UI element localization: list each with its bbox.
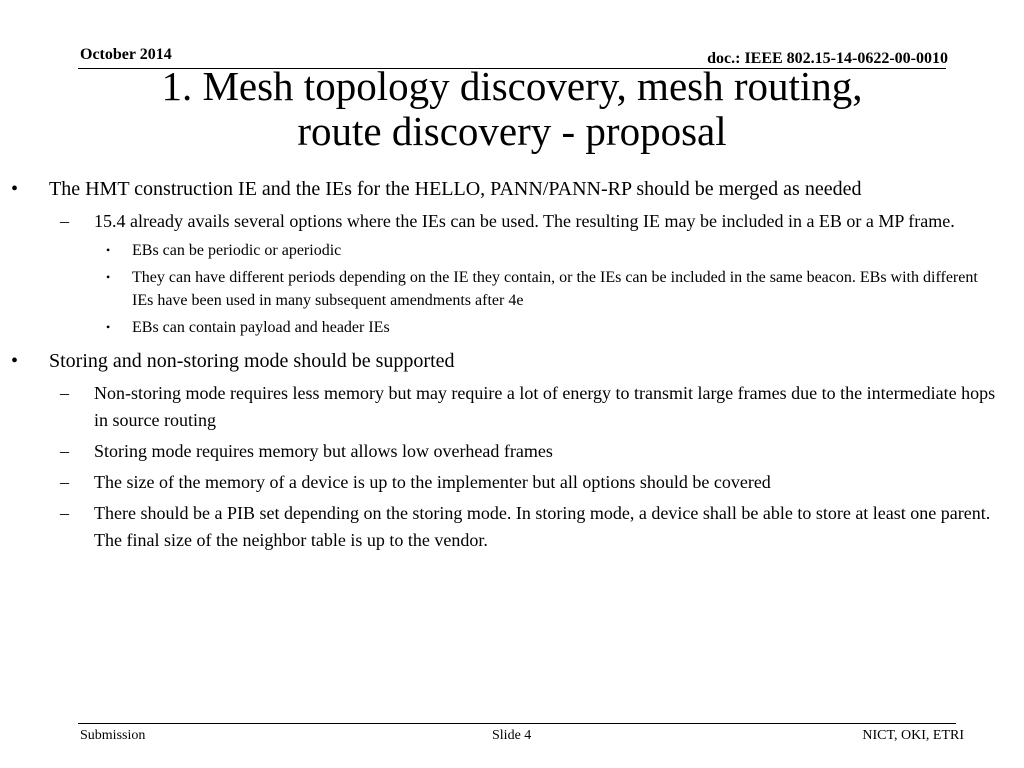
bullet-2-marker: • xyxy=(11,350,19,372)
bullet-1-sub-1-marker: – xyxy=(60,211,69,231)
bullet-1-sub-1 xyxy=(60,208,1012,235)
bullet-2-sub-1 xyxy=(60,380,1012,434)
bullet-2-sub-3 xyxy=(60,469,1012,496)
bullet-2-sub-4-marker: – xyxy=(60,503,69,523)
bullet-1-sub-1-text: 15.4 already avails several options where the IEs can be used. The resulting IE may be included in a EB or a MP frame. xyxy=(94,211,955,231)
header-doc-id: doc.: IEEE 802.15-14-0622-00-0010 xyxy=(707,50,948,67)
footer-divider xyxy=(78,723,956,724)
bullet-1-sub-1-item-3-text: EBs can contain payload and header IEs xyxy=(132,319,390,336)
bullet-1-sub-1-item-2-marker: • xyxy=(106,270,111,284)
bullet-1-marker: • xyxy=(11,178,19,200)
bullet-2-text: Storing and non-storing mode should be supported xyxy=(49,350,455,372)
bullet-2-sub-4 xyxy=(60,500,1012,554)
bullet-1-sub-1-item-1 xyxy=(106,239,994,262)
bullet-2-sub-2 xyxy=(60,438,1012,465)
bullet-2-sub-4-text: There should be a PIB set depending on the storing mode. In storing mode, a device shall be able to store at least one parent. The final size of the neighbor table is up to the vendor. xyxy=(94,503,991,550)
slide-title-line-2: route discovery - proposal xyxy=(297,108,727,154)
footer-submission: Submission xyxy=(80,728,146,743)
footer-authors: NICT, OKI, ETRI xyxy=(862,728,964,743)
bullet-2 xyxy=(11,346,1012,376)
bullet-2-sub-1-marker: – xyxy=(60,383,69,403)
bullet-1-sub-1-item-3-marker: • xyxy=(106,320,111,334)
bullet-2-sub-3-text: The size of the memory of a device is up to the implementer but all options should be covered xyxy=(94,472,771,492)
bullet-1-sub-1-item-3 xyxy=(106,316,994,339)
bullet-2-sub-2-marker: – xyxy=(60,441,69,461)
bullet-2-sub-1-text: Non-storing mode requires less memory but may require a lot of energy to transmit large frames due to the intermediate hops in source routing xyxy=(94,383,996,430)
bullet-1-text: The HMT construction IE and the IEs for the HELLO, PANN/PANN-RP should be merged as needed xyxy=(49,178,862,200)
bullet-1-sub-1-item-2-text: They can have different periods depending on the IE they contain, or the IEs can be included in the same beacon. EBs with different IEs have been used in many subsequent amendments after 4e xyxy=(132,269,978,309)
slide-title-line-1: 1. Mesh topology discovery, mesh routing, xyxy=(161,63,863,109)
slide-title xyxy=(40,64,984,154)
bullet-1-sub-1-item-1-marker: • xyxy=(106,243,111,257)
bullet-2-sub-3-marker: – xyxy=(60,472,69,492)
slide-body xyxy=(0,174,1024,554)
bullet-2-sub-2-text: Storing mode requires memory but allows low overhead frames xyxy=(94,441,553,461)
bullet-1-sub-1-item-1-text: EBs can be periodic or aperiodic xyxy=(132,242,342,259)
bullet-1-sub-1-item-2 xyxy=(106,266,994,312)
header-date: October 2014 xyxy=(80,46,172,63)
footer-slide-number: Slide 4 xyxy=(492,728,532,743)
bullet-1 xyxy=(11,174,1012,204)
